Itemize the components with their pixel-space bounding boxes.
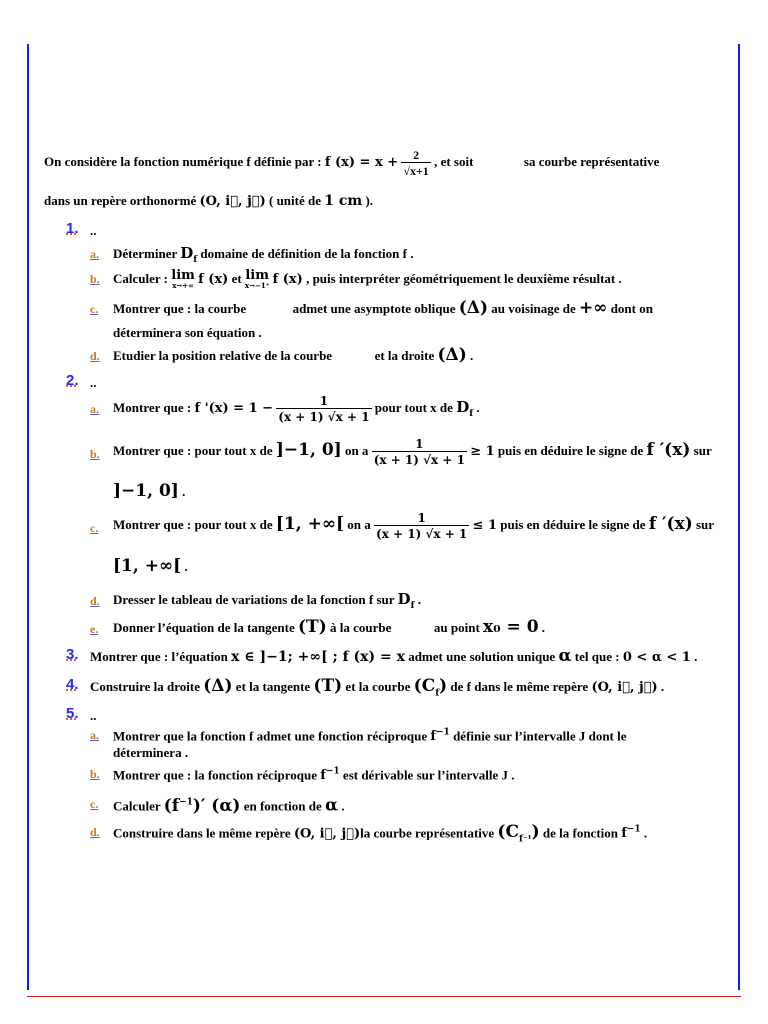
text: Donner l’équation de la tangente bbox=[113, 620, 295, 635]
q1c-text bbox=[113, 300, 653, 317]
derivative-expression: f '(x) = 1 − bbox=[194, 400, 274, 416]
q2a-text bbox=[113, 394, 480, 424]
curve-symbol bbox=[497, 822, 540, 845]
inverse-function: f bbox=[320, 768, 326, 784]
infinity-symbol: +∞ bbox=[579, 298, 608, 318]
inverse-exponent: −1 bbox=[436, 728, 450, 738]
q1a-text bbox=[113, 245, 413, 269]
domain-symbol bbox=[456, 397, 474, 419]
text: . bbox=[184, 559, 188, 574]
q2b-text bbox=[113, 437, 712, 467]
domain-symbol bbox=[397, 590, 415, 611]
text: . bbox=[476, 399, 480, 415]
text: . bbox=[643, 825, 648, 841]
expr-end: )′ (α) bbox=[192, 795, 241, 816]
fraction-denominator: (x + 1) √x + 1 bbox=[373, 453, 465, 467]
fraction bbox=[374, 511, 469, 541]
question-dots: .. bbox=[90, 708, 97, 723]
q2c-text bbox=[113, 511, 714, 541]
text: . bbox=[470, 348, 474, 363]
item-letter: d. bbox=[90, 349, 100, 363]
q2e-text bbox=[113, 619, 545, 636]
inverse-derivative bbox=[164, 796, 241, 816]
item-letter: b. bbox=[90, 767, 100, 781]
bottom-rule bbox=[27, 996, 741, 997]
item-letter: c. bbox=[90, 521, 99, 535]
q1c-continuation: déterminera son équation . bbox=[113, 325, 262, 340]
question-dots: .. bbox=[90, 375, 97, 390]
expr-start: (f bbox=[163, 795, 180, 816]
text: la courbe représentative bbox=[360, 825, 495, 841]
interval: ]−1, 0] bbox=[113, 481, 179, 501]
item-letter: d. bbox=[90, 594, 100, 608]
limit-word: lim bbox=[245, 268, 269, 283]
item-letter: a. bbox=[90, 402, 99, 416]
question-number-2: 2. bbox=[66, 372, 79, 389]
delta-symbol: (Δ) bbox=[458, 298, 489, 318]
text: et la tangente bbox=[235, 679, 311, 694]
intro-line-1 bbox=[44, 148, 659, 178]
inverse-exponent: −1 bbox=[325, 767, 340, 777]
derivative-symbol: f ′(x) bbox=[646, 439, 691, 460]
inequality: ≥ 1 bbox=[470, 443, 495, 459]
text: puis en déduire le signe de bbox=[497, 442, 644, 458]
domain-subscript: f bbox=[410, 601, 415, 611]
text: sur bbox=[693, 442, 712, 458]
repere: (O, i⃗, j⃗) bbox=[591, 680, 658, 695]
text: Construire la droite bbox=[90, 679, 201, 694]
function-value: f (x) bbox=[272, 272, 303, 287]
domain-subscript: f bbox=[469, 408, 474, 419]
fraction bbox=[276, 394, 371, 424]
text: et la droite bbox=[374, 348, 435, 363]
text: admet une solution unique bbox=[408, 649, 556, 664]
fraction-denominator: (x + 1) √x + 1 bbox=[278, 410, 370, 424]
fraction-denominator: (x + 1) √x + 1 bbox=[376, 527, 468, 541]
delta-symbol: (Δ) bbox=[437, 345, 467, 365]
intro-text: ( unité de bbox=[269, 193, 321, 208]
item-letter: a. bbox=[90, 728, 99, 742]
fraction-numerator: 2 bbox=[413, 148, 420, 162]
interval: ]−1, 0] bbox=[275, 439, 342, 460]
curve-letter: (C bbox=[497, 822, 519, 843]
fraction-denominator: √x+1 bbox=[403, 164, 429, 178]
text: au voisinage de bbox=[491, 301, 576, 316]
left-margin-line bbox=[27, 44, 29, 990]
item-letter: d. bbox=[90, 825, 100, 839]
text: Montrer que : pour tout x de bbox=[113, 442, 273, 458]
domain-letter: D bbox=[180, 244, 194, 262]
repere: (O, i⃗, j⃗) bbox=[199, 194, 266, 209]
q2d-text bbox=[113, 591, 421, 615]
text: au point bbox=[433, 620, 480, 635]
point-value: x₀ = 0 bbox=[483, 617, 539, 637]
curve-paren: ) bbox=[439, 676, 448, 696]
text: en fonction de bbox=[243, 798, 322, 814]
q5c-text bbox=[113, 794, 345, 815]
fraction-numerator: 1 bbox=[417, 511, 426, 525]
text: Montrer que : la courbe bbox=[113, 301, 247, 316]
text: de la fonction bbox=[542, 825, 618, 841]
inverse-function: f bbox=[430, 729, 436, 745]
item-letter: b. bbox=[90, 447, 100, 461]
domain-letter: D bbox=[456, 397, 470, 416]
text: dont on bbox=[610, 301, 653, 316]
q5a-continuation: déterminera . bbox=[113, 745, 189, 760]
curve-letter: (C bbox=[413, 676, 436, 696]
text: . bbox=[341, 798, 345, 814]
intro-text: sa courbe représentative bbox=[523, 153, 660, 169]
derivative-symbol: f ′(x) bbox=[648, 513, 693, 534]
fraction bbox=[372, 437, 467, 467]
intro-text: dans un repère orthonormé bbox=[44, 193, 197, 208]
inequality: 0 < α < 1 bbox=[622, 650, 691, 665]
interval: [1, +∞[ bbox=[275, 513, 345, 534]
text: pour tout x de bbox=[374, 399, 453, 415]
inverse-exponent: −1 bbox=[626, 825, 641, 835]
limit-word: lim bbox=[171, 268, 195, 283]
text: tel que : bbox=[574, 649, 620, 664]
text: Montrer que : bbox=[113, 399, 192, 415]
intro-line-2 bbox=[44, 192, 373, 210]
item-letter: c. bbox=[90, 797, 99, 811]
text: Calculer : bbox=[113, 271, 168, 286]
item-letter: e. bbox=[90, 622, 99, 636]
limit-1 bbox=[171, 270, 195, 290]
inverse-exponent: −1 bbox=[179, 797, 193, 807]
domain-subscript: f bbox=[193, 255, 198, 265]
unit-value: 1 cm bbox=[324, 193, 363, 209]
text: à la courbe bbox=[330, 620, 392, 635]
text: Etudier la position relative de la courbe bbox=[113, 348, 333, 363]
q2c-continuation bbox=[113, 558, 188, 575]
domain-symbol bbox=[180, 244, 198, 265]
text: puis en déduire le signe de bbox=[500, 516, 646, 532]
q1b-text bbox=[113, 270, 622, 290]
curve-subscript: f⁻¹ bbox=[519, 834, 532, 845]
curve-subscript: f bbox=[435, 688, 440, 699]
text: sur bbox=[696, 516, 715, 532]
inverse-function: f bbox=[621, 826, 627, 842]
tangent-symbol: (T) bbox=[298, 617, 327, 637]
function-value: f (x) bbox=[198, 272, 229, 287]
intro-text: , et soit bbox=[434, 153, 474, 169]
question-dots: .. bbox=[90, 223, 97, 238]
limit-subscript: x→−1⁺ bbox=[244, 281, 270, 290]
text: on a bbox=[347, 516, 371, 532]
text: Construire dans le même repère bbox=[113, 825, 291, 841]
q4-text bbox=[90, 678, 664, 702]
text: . bbox=[541, 620, 546, 635]
text: définie sur l’intervalle J dont le bbox=[453, 728, 627, 744]
function-definition: f (x) = x + bbox=[324, 154, 399, 170]
text: Dresser le tableau de variations de la fonction f sur bbox=[113, 592, 395, 607]
tangent-symbol: (T) bbox=[313, 676, 343, 696]
alpha-symbol: α bbox=[558, 646, 572, 666]
text: , puis interpréter géométriquement le deuxième résultat . bbox=[306, 271, 622, 286]
interval: [1, +∞[ bbox=[113, 556, 182, 576]
q3-text bbox=[90, 648, 697, 666]
equation: x ∈ ]−1; +∞[ ; f (x) = x bbox=[231, 649, 405, 665]
inequality: ≤ 1 bbox=[472, 517, 497, 533]
text: . bbox=[694, 649, 698, 664]
curve-symbol bbox=[413, 676, 448, 699]
intro-text: On considère la fonction numérique f définie par : bbox=[44, 153, 322, 169]
repere: (O, i⃗, j⃗) bbox=[293, 826, 361, 842]
text: on a bbox=[344, 442, 369, 458]
q5d-text bbox=[113, 822, 647, 849]
limit-2 bbox=[245, 270, 269, 290]
question-number-5: 5. bbox=[66, 705, 79, 722]
text: . bbox=[182, 484, 186, 499]
text: Calculer bbox=[113, 798, 161, 814]
curve-paren: ) bbox=[531, 822, 540, 843]
question-number-3: 3. bbox=[66, 646, 79, 663]
text: admet une asymptote oblique bbox=[292, 301, 456, 316]
fraction-numerator: 1 bbox=[415, 437, 424, 451]
limit-subscript: x→+∞ bbox=[172, 281, 194, 290]
text: Montrer que : la fonction réciproque bbox=[113, 767, 318, 783]
intro-text: ). bbox=[365, 193, 374, 208]
alpha-symbol: α bbox=[324, 795, 339, 816]
domain-letter: D bbox=[397, 590, 411, 608]
text: domaine de définition de la fonction f . bbox=[200, 246, 414, 261]
q1d-text bbox=[113, 347, 473, 364]
right-margin-line bbox=[738, 44, 740, 990]
text: Montrer que : l’équation bbox=[90, 649, 228, 664]
q5a-text bbox=[113, 725, 627, 745]
q5b-text bbox=[113, 764, 515, 784]
item-letter: c. bbox=[90, 302, 99, 316]
fraction bbox=[401, 148, 430, 178]
text: . bbox=[417, 592, 421, 607]
question-number-4: 4. bbox=[66, 676, 79, 693]
text: est dérivable sur l’intervalle J . bbox=[342, 767, 515, 783]
text: Déterminer bbox=[113, 246, 178, 261]
delta-symbol: (Δ) bbox=[203, 676, 233, 696]
text: Montrer que : pour tout x de bbox=[113, 516, 273, 532]
question-number-1: 1. bbox=[66, 220, 79, 237]
text: et bbox=[231, 271, 242, 286]
q2b-continuation bbox=[113, 483, 185, 500]
text: Montrer que la fonction f admet une fonction réciproque bbox=[113, 728, 428, 744]
item-letter: a. bbox=[90, 247, 99, 261]
text: de f dans le même repère bbox=[450, 679, 589, 694]
item-letter: b. bbox=[90, 272, 100, 286]
text: et la courbe bbox=[345, 679, 411, 694]
text: . bbox=[660, 679, 665, 694]
fraction-numerator: 1 bbox=[319, 394, 329, 408]
